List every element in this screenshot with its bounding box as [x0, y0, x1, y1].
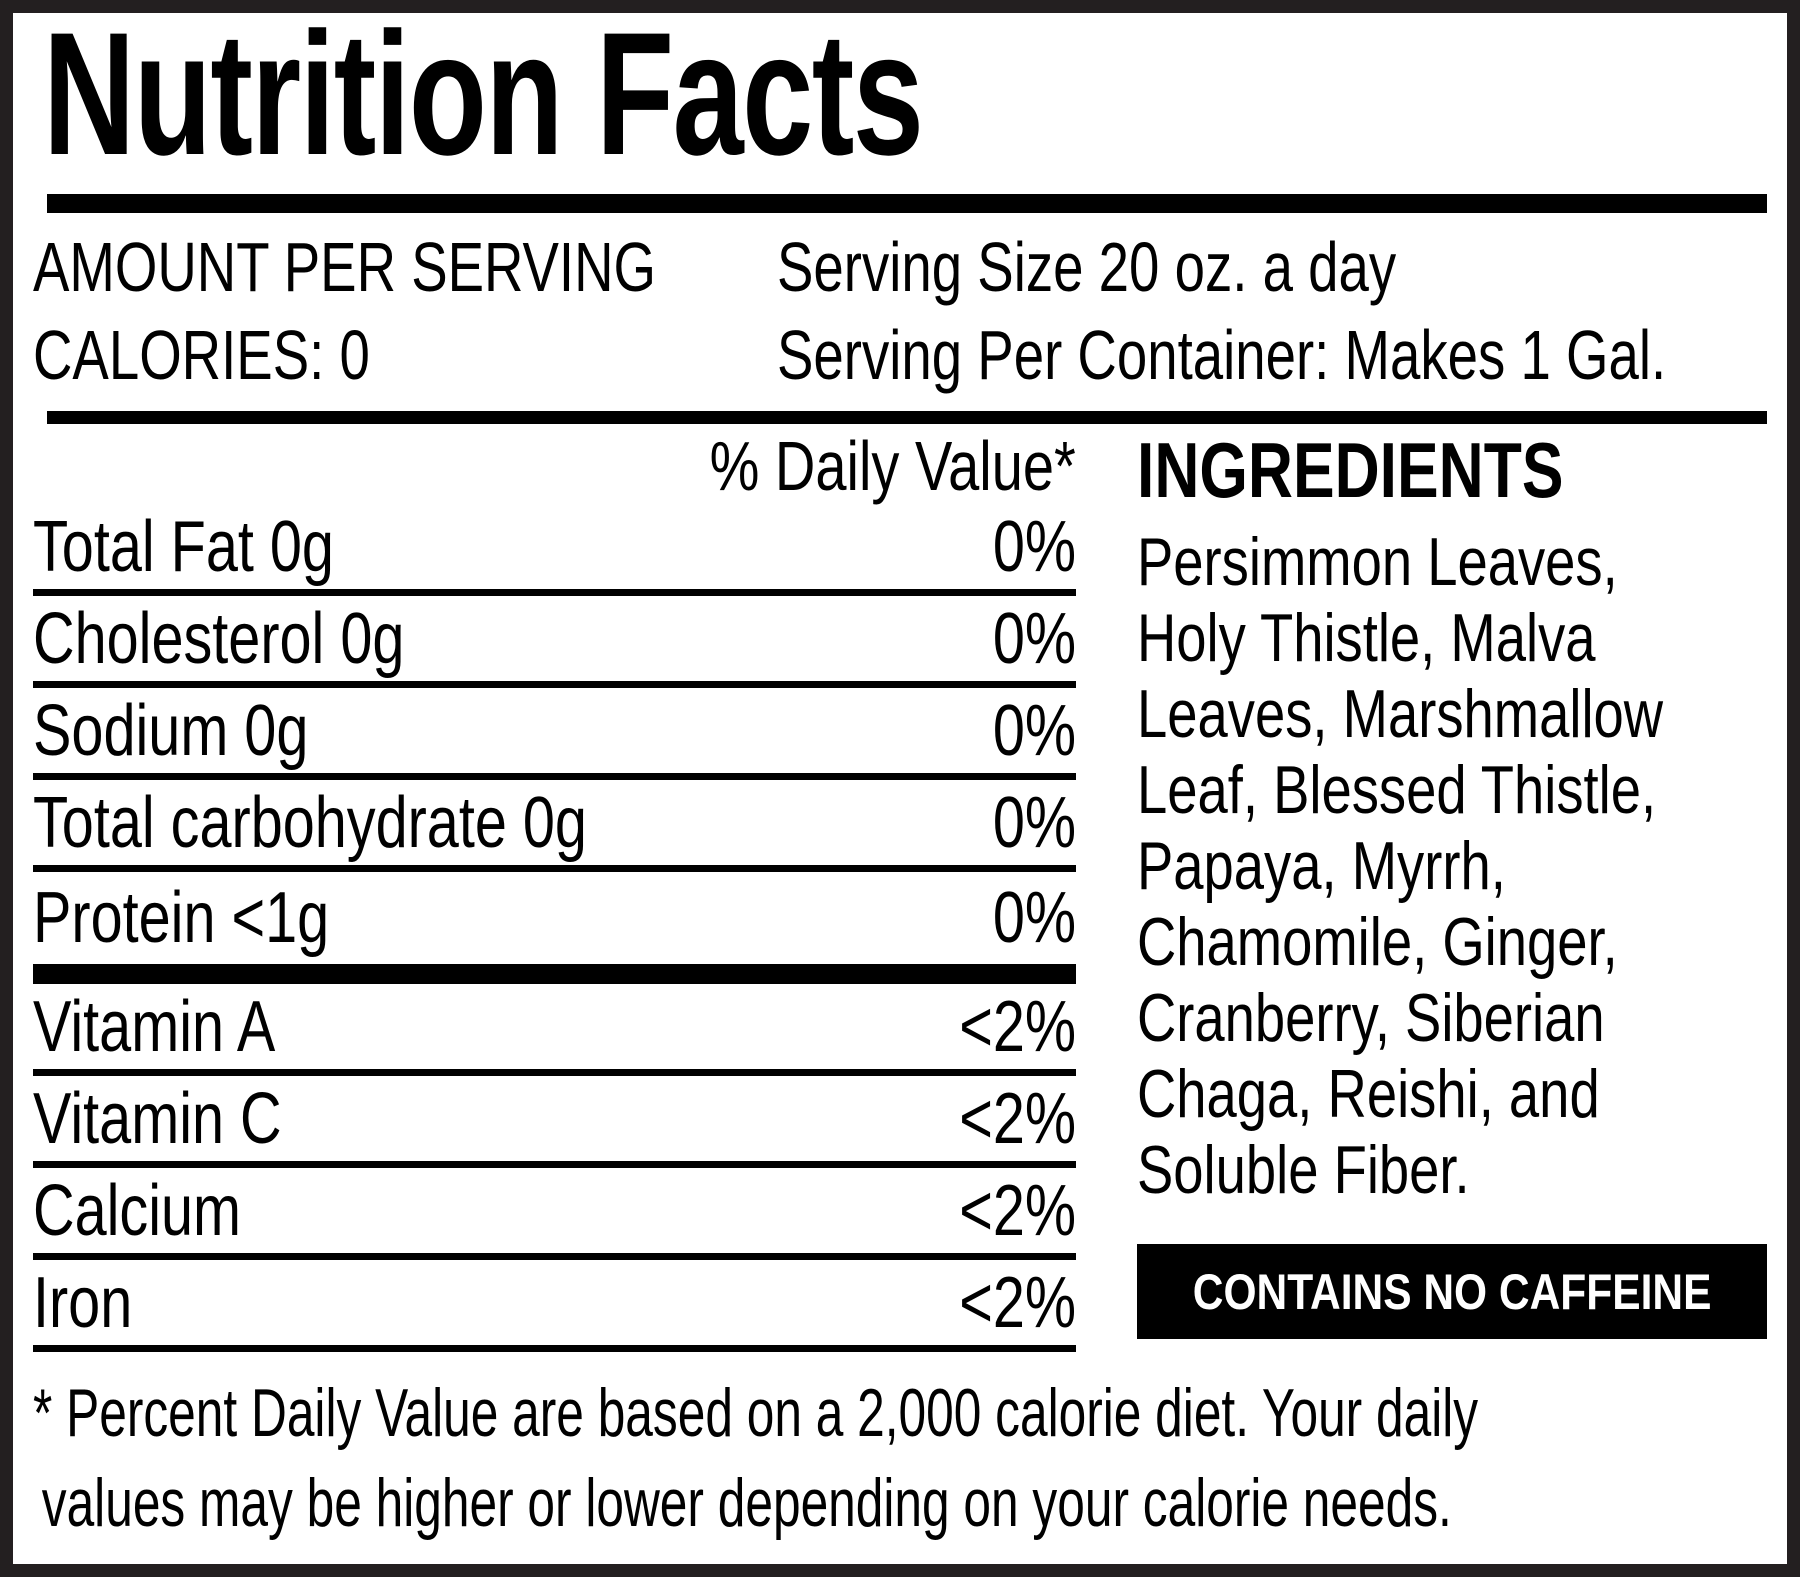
serving-header — [33, 223, 1767, 399]
header-divider — [47, 411, 1767, 424]
vitamins-divider — [33, 964, 1076, 984]
caffeine-banner-text: CONTAINS NO CAFFEINE — [1192, 1263, 1712, 1320]
label-body — [33, 428, 1767, 1352]
nutrient-value: 0% — [992, 782, 1076, 863]
ingredients-line: Soluble Fiber. — [1137, 1132, 1470, 1208]
serving-header-left — [33, 223, 777, 399]
nutrient-value: <2% — [959, 1170, 1076, 1251]
daily-value-header: % Daily Value* — [709, 427, 1076, 505]
footnote — [33, 1368, 1767, 1548]
daily-value-header-row — [33, 428, 1076, 504]
nutrient-label: Iron — [33, 1262, 133, 1343]
calories-label: CALORIES: 0 — [33, 316, 370, 394]
ingredients-list — [1137, 524, 1767, 1208]
ingredients-line: Leaf, Blessed Thistle, — [1137, 752, 1657, 828]
amount-per-serving-label: AMOUNT PER SERVING — [33, 228, 656, 306]
nutrient-label: Protein <1g — [33, 878, 330, 958]
nutrient-value: 0% — [992, 878, 1076, 958]
nutrient-row-iron — [33, 1260, 1076, 1352]
nutrient-row-total-carbohydrate — [33, 780, 1076, 872]
nutrient-label: Total Fat 0g — [33, 506, 334, 587]
ingredients-line: Chaga, Reishi, and — [1137, 1056, 1600, 1132]
ingredients-line: Persimmon Leaves, — [1137, 524, 1618, 600]
nutrient-value: 0% — [992, 690, 1076, 771]
nutrient-row-vitamin-a — [33, 984, 1076, 1076]
serving-header-right — [777, 223, 1767, 399]
nutrient-label: Sodium 0g — [33, 690, 309, 771]
caffeine-banner — [1137, 1244, 1767, 1339]
nutrient-row-cholesterol — [33, 596, 1076, 688]
nutrient-value: 0% — [992, 506, 1076, 587]
nutrient-value: 0% — [992, 598, 1076, 679]
page-title: Nutrition Facts — [43, 0, 923, 192]
nutrient-label: Total carbohydrate 0g — [33, 782, 587, 863]
ingredients-line: Papaya, Myrrh, — [1137, 828, 1506, 904]
ingredients-heading: INGREDIENTS — [1137, 426, 1564, 514]
ingredients-line: Holy Thistle, Malva — [1137, 600, 1596, 676]
nutrient-label: Calcium — [33, 1170, 242, 1251]
servings-per-container: Serving Per Container: Makes 1 Gal. — [777, 316, 1667, 394]
nutrient-row-calcium — [33, 1168, 1076, 1260]
nutrient-row-vitamin-c — [33, 1076, 1076, 1168]
ingredients-line: Cranberry, Siberian — [1137, 980, 1605, 1056]
ingredients-line: Leaves, Marshmallow — [1137, 676, 1664, 752]
serving-size: Serving Size 20 oz. a day — [777, 228, 1397, 306]
title-divider — [47, 194, 1767, 213]
nutrient-row-sodium — [33, 688, 1076, 780]
nutrient-label: Vitamin A — [33, 986, 276, 1067]
footnote-line: * Percent Daily Value are based on a 2,000 calorie diet. Your daily — [33, 1375, 1479, 1451]
nutrient-table — [33, 428, 1076, 1352]
nutrient-row-total-fat — [33, 504, 1076, 596]
nutrient-label: Vitamin C — [33, 1078, 282, 1159]
nutrient-label: Cholesterol 0g — [33, 598, 405, 679]
footnote-line: values may be higher or lower depending on your calorie needs. — [41, 1465, 1452, 1541]
ingredients-line: Chamomile, Ginger, — [1137, 904, 1618, 980]
ingredients-panel — [1137, 428, 1767, 1339]
nutrient-row-protein — [33, 872, 1076, 964]
nutrient-value: <2% — [959, 1262, 1076, 1343]
nutrient-value: <2% — [959, 1078, 1076, 1159]
nutrient-value: <2% — [959, 986, 1076, 1067]
